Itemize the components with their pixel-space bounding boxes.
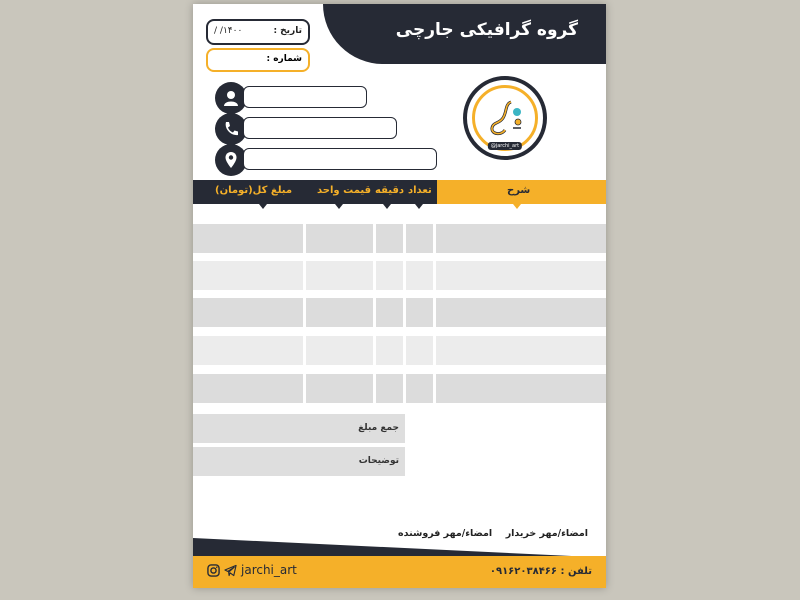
header-banner xyxy=(323,4,606,64)
social-links xyxy=(207,563,297,577)
invoice-sheet xyxy=(193,4,606,588)
instagram-icon xyxy=(207,564,220,577)
notes-box[interactable] xyxy=(193,447,405,476)
date-field[interactable] xyxy=(206,19,310,45)
date-label: تاریخ : xyxy=(273,26,302,36)
buyer-signature: امضاء/مهر خریدار xyxy=(505,528,588,539)
notes-label: توضیحات xyxy=(358,456,399,466)
logo-handle: @jarchi_art xyxy=(488,142,522,150)
number-label: شماره : xyxy=(266,54,302,64)
phone-field[interactable] xyxy=(243,117,397,139)
header-description: شرح xyxy=(507,185,531,196)
total-sum-label: جمع مبلغ xyxy=(358,423,399,433)
telegram-icon xyxy=(224,564,237,577)
header-minute: دقیقه xyxy=(375,185,405,196)
date-value: ۱۴۰۰/ / xyxy=(214,26,243,36)
total-sum-box[interactable] xyxy=(193,414,405,443)
footer-bar xyxy=(193,556,606,588)
footer-phone: تلفن : ۰۹۱۶۲۰۳۸۴۶۶ xyxy=(489,566,592,577)
header-total: مبلغ کل(تومان) xyxy=(215,185,293,196)
seller-signature: امضاء/مهر فروشنده xyxy=(398,528,493,539)
table-header xyxy=(193,180,606,204)
saxophone-logo-icon xyxy=(483,98,527,138)
social-handle: jarchi_art xyxy=(241,563,297,577)
header-unit-price: قیمت واحد xyxy=(317,185,372,196)
brand-title: گروه گرافیکی جارچی xyxy=(395,20,578,40)
number-field[interactable] xyxy=(206,48,310,72)
name-field[interactable] xyxy=(243,86,367,108)
header-quantity: تعداد xyxy=(408,185,432,196)
brand-logo xyxy=(463,76,547,160)
address-field[interactable] xyxy=(243,148,437,170)
